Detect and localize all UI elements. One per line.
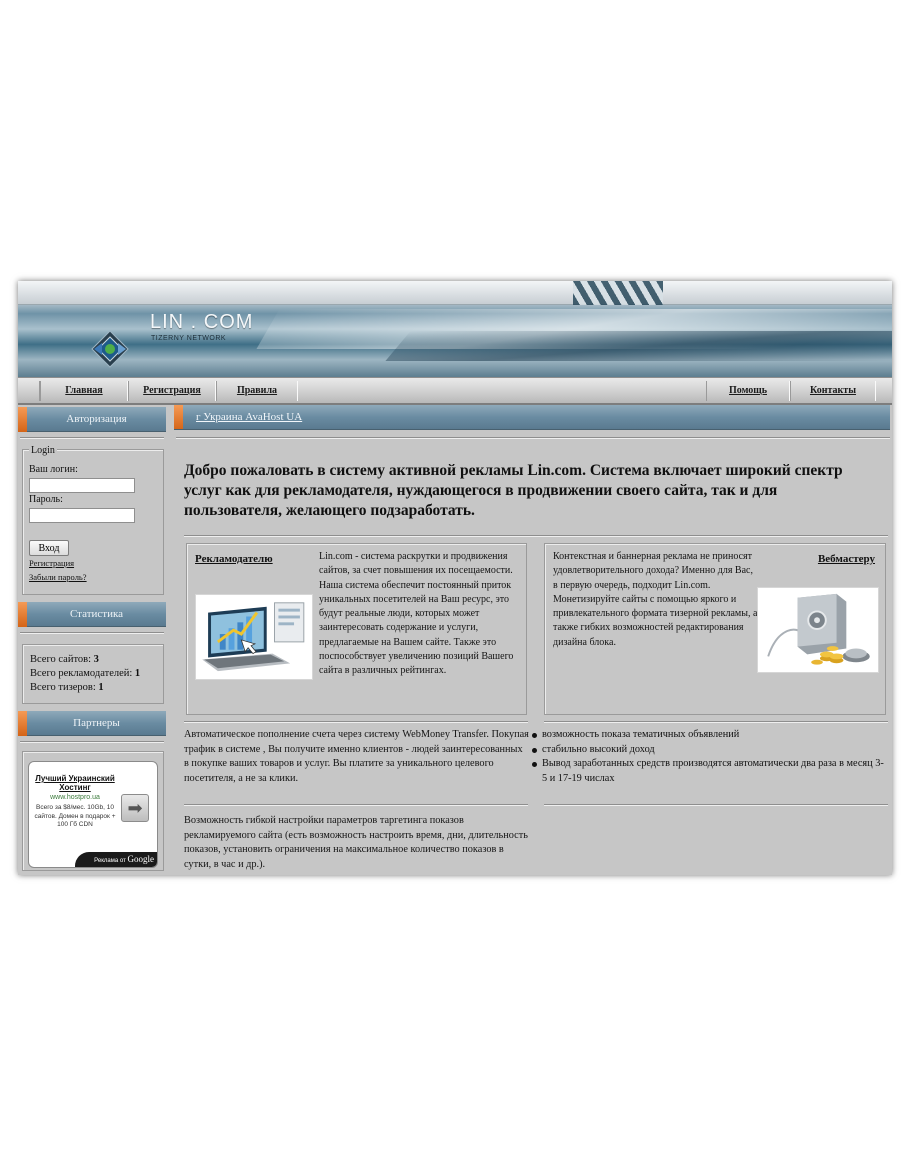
ad-title[interactable]: Лучший Украинский Хостинг: [35, 774, 115, 792]
webmaster-panel: [544, 543, 886, 715]
login-button[interactable]: Вход: [29, 540, 69, 556]
ad-description: Всего за $8/мес. 10Gb, 10 сайтов. Домен в подарок + 100 Гб CDN: [34, 804, 116, 828]
nav-contacts[interactable]: Контакты: [790, 381, 876, 401]
arrow-right-icon[interactable]: ➡: [121, 794, 149, 822]
stat-sites: Всего сайтов: 3: [30, 654, 99, 665]
logo-text: LIN . COM: [150, 311, 254, 333]
login-form: [22, 445, 164, 595]
nav-rules[interactable]: Правила: [216, 381, 298, 401]
safe-coins-image: [757, 587, 879, 673]
nav-register[interactable]: Регистрация: [128, 381, 216, 401]
login-label: Ваш логин:: [29, 464, 78, 475]
login-legend: Login: [31, 445, 55, 456]
nav-help[interactable]: Помощь: [706, 381, 790, 401]
logo-subtitle: TIZERNY NETWORK: [151, 335, 227, 342]
advertiser-link[interactable]: Рекламодателю: [195, 553, 273, 565]
site-header: [18, 281, 892, 377]
feature-item: возможность показа тематичных объявлений: [532, 728, 884, 743]
password-input[interactable]: [29, 508, 135, 523]
partners-header: Партнеры: [18, 711, 166, 736]
stats-header: Статистика: [18, 602, 166, 627]
partner-ad[interactable]: [28, 761, 158, 868]
laptop-chart-image: [195, 594, 313, 680]
webmaster-features-list: [532, 728, 884, 786]
password-label: Пароль:: [29, 494, 63, 505]
ad-url: www.hostpro.ua: [50, 794, 100, 801]
ticker-bar: [174, 405, 890, 430]
targeting-info: Возможность гибкой настройки параметров таргетинга показов рекламируемого сайта (есть возможность настроить время, дни, длительность показов, установить ограничения на максимальное количество показов в сутки, в час и др.).: [184, 815, 528, 870]
main-content: [174, 405, 892, 875]
logo-icon: [88, 329, 132, 369]
forgot-password-link[interactable]: Забыли пароль?: [29, 572, 87, 582]
ticker-link[interactable]: г Украина AvaHost UA: [196, 411, 303, 423]
main-nav: [18, 377, 892, 405]
webmaster-text: Контекстная и баннерная реклама не приносят удовлетворительного дохода? Именно для Вас, в первую очередь, подходит Lin.com. Монетизируйте сайты с помощью яркого и привлекательного формата тизерной рекламы, а также гибких возможностей редактирования дизайна блока.: [553, 551, 758, 648]
advertiser-panel: [186, 543, 527, 715]
feature-item: Вывод заработанных средств производятся автоматически два раза в месяц 3-5 и 17-19 числах: [532, 757, 884, 786]
advertiser-text: Lin.com - система раскрутки и продвижения сайтов, за счет повышения их посещаемости. Наша система обеспечит постоянный приток уникальных посетителей на Ваш ресурс, это будут реальные люди, которых может заинтересовать содержание и услуги, предлагаемые на Вашем сайте. Также это поспособствует увеличению позиций Вашего сайта в различных рейтингах.: [319, 551, 514, 677]
webmoney-info: Автоматическое пополнение счета через систему WebMoney Transfer. Покупая трафик в системе , Вы получите именно клиентов - людей заинтересованных в покупке ваших товаров и услуг. Вы платите за уникального целевого посетителя, а не за клики.: [184, 729, 529, 784]
stats-box: [22, 644, 164, 704]
auth-header: Авторизация: [18, 407, 166, 432]
site-frame: [18, 281, 892, 875]
stat-teasers: Всего тизеров: 1: [30, 682, 104, 693]
ad-footer: Реклама от Google: [75, 852, 157, 867]
header-top-bar: [18, 281, 892, 305]
sidebar: [18, 405, 168, 875]
login-input[interactable]: [29, 478, 135, 493]
feature-item: стабильно высокий доход: [532, 743, 884, 758]
webmaster-link[interactable]: Вебмастеру: [817, 553, 875, 565]
nav-home[interactable]: Главная: [40, 381, 128, 401]
register-link[interactable]: Регистрация: [29, 558, 75, 568]
welcome-heading: Добро пожаловать в систему активной рекламы Lin.com. Система включает широкий спектр услуг как для рекламодателя, нуждающегося в продвижении своего сайта, так и для пользователя, желающего подзаработать.: [184, 462, 843, 519]
stat-advertisers: Всего рекламодателей: 1: [30, 668, 141, 679]
partners-box: [22, 751, 164, 871]
